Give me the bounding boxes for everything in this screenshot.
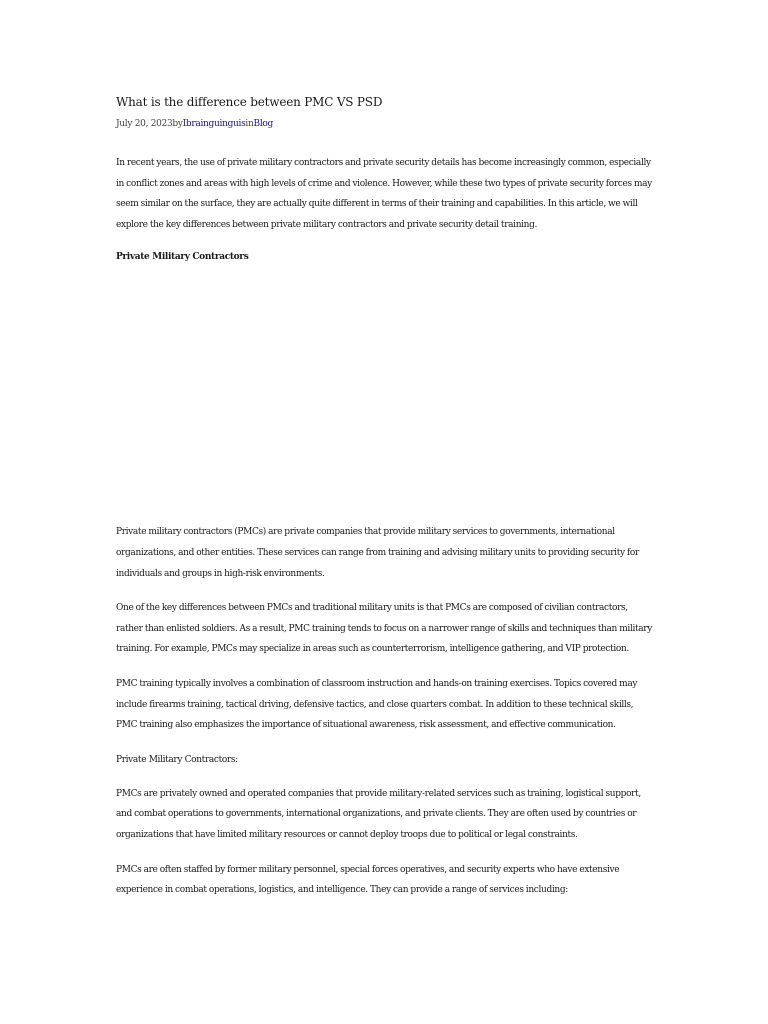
section-heading-pmc: Private Military Contractors bbox=[116, 252, 249, 263]
paragraph-pmc-definition: Private military contractors (PMCs) are private companies that provide military services to governments, international organizations, and other entities. These services can range from training and advising military units to providing security for individuals and groups in high-risk environments. bbox=[116, 527, 639, 579]
section-heading-pmc-plain: Private Military Contractors: bbox=[116, 754, 238, 765]
intro-paragraph: In recent years, the use of private military contractors and private security details has become increasingly common, especially in conflict zones and areas with high levels of crime and violence. However, while these two types of private security forces may seem similar on the surface, they are actually quite different in terms of their training and capabilities. In this article, we will explore the key differences between private military contractors and private security detail training. bbox=[116, 158, 652, 230]
author-link[interactable]: Ibrainguinguis bbox=[182, 119, 246, 129]
in-label: in bbox=[245, 119, 254, 129]
article bbox=[116, 94, 656, 901]
paragraph-pmc-overview: PMCs are privately owned and operated companies that provide military-related services such as training, logistical support, and combat operations to governments, international organizations, and private clients. They are often used by countries or organizations that have limited military resources or cannot deploy troops due to political or legal constraints. bbox=[116, 788, 641, 840]
by-label: by bbox=[172, 119, 183, 129]
category-link[interactable]: Blog bbox=[253, 119, 273, 129]
paragraph-pmc-differences: One of the key differences between PMCs and traditional military units is that PMCs are composed of civilian contractors, rather than enlisted soldiers. As a result, PMC training tends to focus on a narrower range of skills and techniques than military training. For example, PMCs may specialize in areas such as counterterrorism, intelligence gathering, and VIP protection. bbox=[116, 603, 652, 655]
paragraph-pmc-training: PMC training typically involves a combination of classroom instruction and hands-on training exercises. Topics covered may include firearms training, tactical driving, defensive tactics, and close quarters combat. In addition to these technical skills, PMC training also emphasizes the importance of situational awareness, risk assessment, and effective communication. bbox=[116, 678, 638, 731]
post-date: July 20, 2023 bbox=[116, 119, 173, 129]
article-meta bbox=[116, 117, 656, 131]
blank-media-area bbox=[116, 264, 656, 514]
paragraph-pmc-staffing: PMCs are often staffed by former military personnel, special forces operatives, and security experts who have extensive experience in combat operations, logistics, and intelligence. They can provide a range of services including: bbox=[116, 864, 620, 896]
article-title: What is the difference between PMC VS PSD bbox=[116, 95, 383, 109]
